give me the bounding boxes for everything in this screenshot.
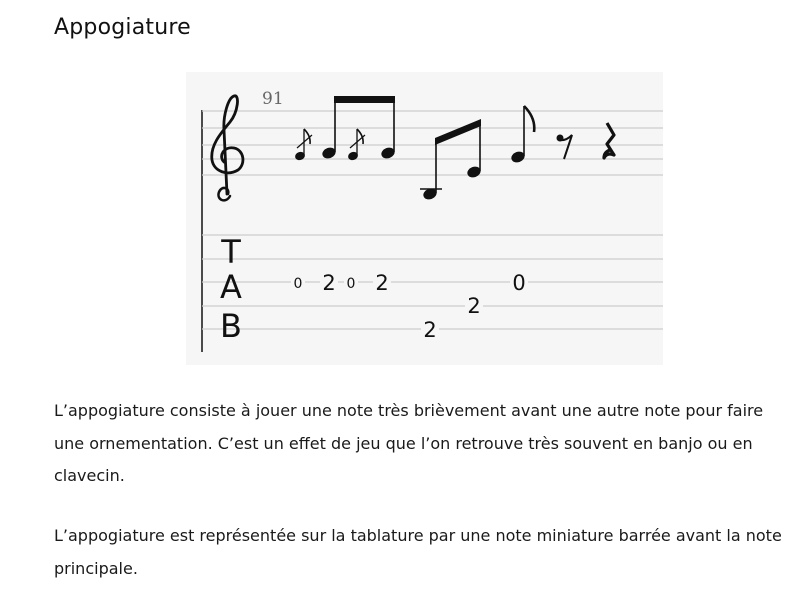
tablature-figure	[186, 72, 663, 365]
paragraph-definition: L’appogiature consiste à jouer une note très brièvement avant une autre note pour faire une ornementation. C’est un effet de jeu que l’on retrouve très souvent en banjo ou en clavecin.	[54, 401, 764, 485]
beam-2	[435, 119, 481, 145]
eighth-rest-icon	[557, 135, 573, 160]
svg-text:T: T	[221, 233, 241, 271]
score-svg	[186, 72, 663, 365]
tab-number-3: 0	[346, 276, 356, 292]
tab-number-5: 2	[423, 318, 437, 342]
beam-1	[334, 96, 395, 103]
tab-number-7: 0	[512, 271, 526, 295]
standard-staff	[202, 111, 663, 175]
notation	[294, 96, 614, 201]
svg-text:A: A	[220, 268, 242, 306]
tab-number-4: 2	[375, 271, 389, 295]
tab-number-2: 2	[322, 271, 336, 295]
svg-text:B: B	[220, 307, 242, 345]
paragraph-notation: L’appogiature est représentée sur la tablature par une note miniature barrée avant la note principale.	[54, 526, 782, 578]
tab-clef	[220, 233, 242, 345]
tab-number-1: 0	[293, 276, 303, 292]
tab-staff	[202, 235, 663, 329]
measure-number: 91	[262, 89, 284, 109]
tab-number-6: 2	[467, 294, 481, 318]
page-title: Appogiature	[54, 15, 191, 40]
